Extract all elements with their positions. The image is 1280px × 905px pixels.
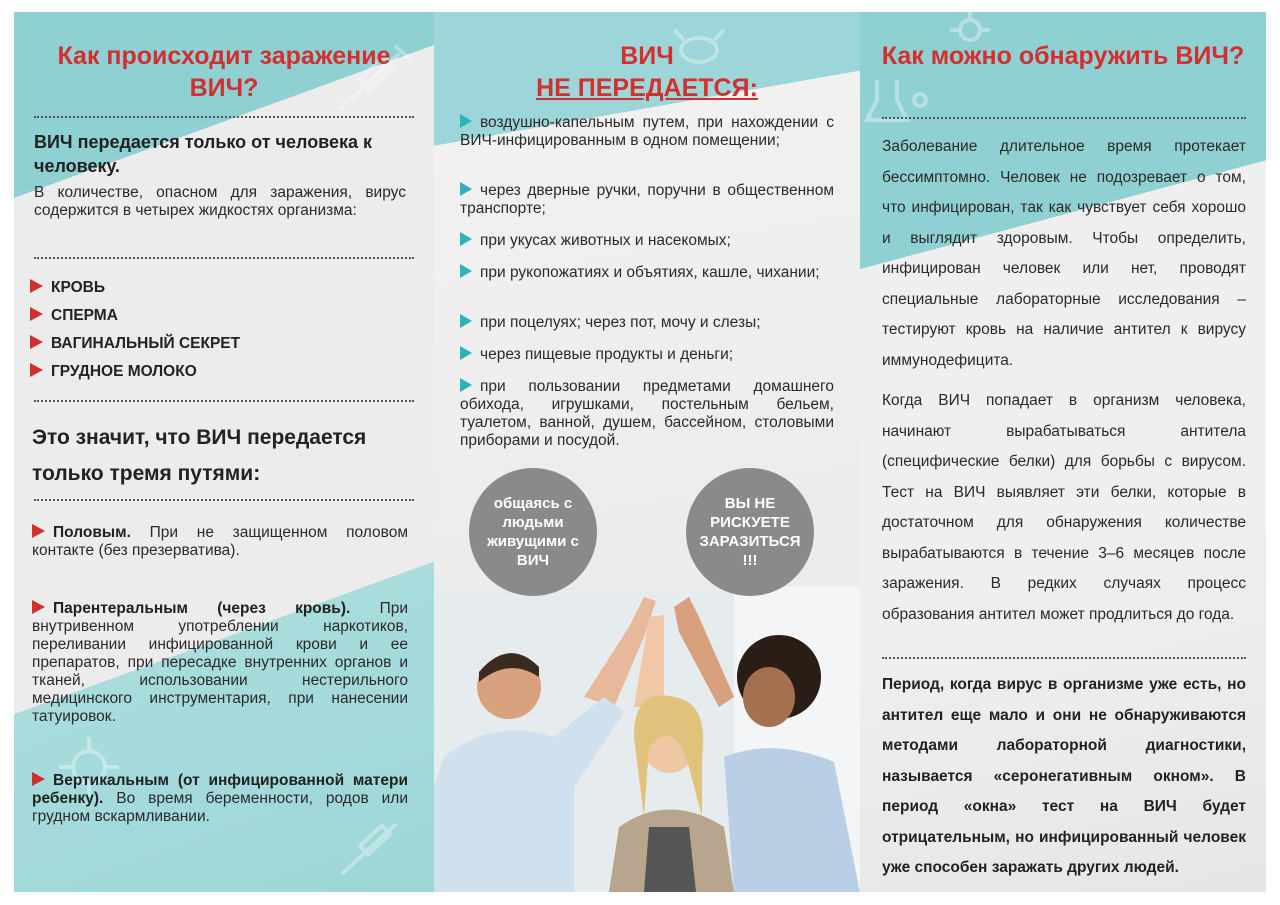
fluid-item: КРОВЬ bbox=[30, 274, 410, 302]
triangle-bullet-icon bbox=[30, 307, 43, 321]
divider bbox=[882, 657, 1246, 659]
col3-paragraph-1: Заболевание длительное время протекает бессимптомно. Человек не подозревает о том, что инфицирован, так как чувствует себя хорошо и выглядит здоровым. Чтобы определить, инфицирован человек или нет, проводят специальные лабораторные исследования – тестируют кровь на наличие антител к вирусу иммунодефицита. bbox=[882, 138, 1246, 369]
divider bbox=[34, 257, 414, 259]
col2-title-line1: ВИЧ bbox=[620, 42, 674, 70]
column-not-transmitted bbox=[434, 12, 860, 892]
col1-lead: ВИЧ передается только от человека к человеку. bbox=[34, 132, 373, 176]
people-illustration bbox=[434, 587, 860, 892]
fluid-item: ВАГИНАЛЬНЫЙ СЕКРЕТ bbox=[30, 330, 410, 358]
photo-people-high-five bbox=[434, 587, 860, 892]
divider bbox=[34, 499, 414, 501]
fluid-item: ГРУДНОЕ МОЛОКО bbox=[30, 358, 410, 386]
way-item: Вертикальным (от инфицированной матери ребенку). Во время беременности, родов или грудном вскармливании. bbox=[32, 772, 408, 825]
col3-title: Как можно обнаружить ВИЧ? bbox=[881, 42, 1245, 70]
list-item: при укусах животных и насекомых; bbox=[460, 232, 834, 250]
col1-intro: В количестве, опасном для заражения, вирус содержится в четырех жидкостях организма: bbox=[34, 184, 406, 219]
fluid-item: СПЕРМА bbox=[30, 302, 410, 330]
divider bbox=[34, 400, 414, 402]
circle-badge-left: общаясь с людьми живущими с ВИЧ bbox=[469, 468, 597, 596]
triangle-bullet-icon bbox=[460, 232, 472, 246]
triangle-bullet-icon bbox=[32, 772, 45, 786]
way-item: Парентеральным (через кровь). При внутривенном употреблении наркотиков, переливании инфицированной крови и ее препаратов, при пересадке внутренних органов и тканей, использовании нестерильного медицинского инструментария, при нанесении татуировок. bbox=[32, 600, 408, 725]
triangle-bullet-icon bbox=[460, 264, 472, 278]
list-item: через пищевые продукты и деньги; bbox=[460, 346, 834, 364]
divider bbox=[882, 117, 1246, 119]
column-transmission bbox=[14, 12, 434, 892]
triangle-bullet-icon bbox=[32, 600, 45, 614]
column-detection bbox=[860, 12, 1266, 892]
col1-title-wrap bbox=[34, 40, 414, 104]
triangle-bullet-icon bbox=[460, 114, 472, 128]
brochure-sheet bbox=[14, 12, 1266, 892]
way-item: Половым. При не защищенном половом контакте (без презерватива). bbox=[32, 524, 408, 559]
col3-title-wrap bbox=[870, 40, 1256, 72]
list-item: воздушно-капельным путем, при нахождении с ВИЧ-инфицированным в одном помещении; bbox=[460, 114, 834, 149]
circle-badge-right: ВЫ НЕ РИСКУЕТЕ ЗАРАЗИТЬСЯ !!! bbox=[686, 468, 814, 596]
triangle-bullet-icon bbox=[32, 524, 45, 538]
list-item: при пользовании предметами домашнего обихода, игрушками, постельным бельем, туалетом, ванной, душем, бассейном, столовыми приборами и посудой. bbox=[460, 378, 834, 449]
triangle-bullet-icon bbox=[460, 314, 472, 328]
triangle-bullet-icon bbox=[460, 378, 472, 392]
flask-icon bbox=[862, 70, 932, 130]
fluid-list bbox=[30, 274, 410, 386]
divider bbox=[34, 116, 414, 118]
list-item: при поцелуях; через пот, мочу и слезы; bbox=[460, 314, 834, 332]
list-item: при рукопожатиях и объятиях, кашле, чихании; bbox=[460, 264, 834, 282]
triangle-bullet-icon bbox=[30, 363, 43, 377]
col2-title bbox=[434, 40, 860, 104]
list-item: через дверные ручки, поручни в общественном транспорте; bbox=[460, 182, 834, 217]
col2-title-line2: НЕ ПЕРЕДАЕТСЯ: bbox=[536, 74, 758, 102]
triangle-bullet-icon bbox=[30, 335, 43, 349]
triangle-bullet-icon bbox=[460, 182, 472, 196]
col1-title: Как происходит заражение ВИЧ? bbox=[57, 42, 391, 102]
col3-paragraph-3: Период, когда вирус в организме уже есть, но антител еще мало и они не обнаруживаются методами лабораторной диагностики, называется «серонегативным окном». В период «окна» тест на ВИЧ будет отрицательным, но инфицированный человек уже способен заражать других людей. bbox=[882, 676, 1246, 876]
triangle-bullet-icon bbox=[30, 279, 43, 293]
triangle-bullet-icon bbox=[460, 346, 472, 360]
col3-paragraph-2: Когда ВИЧ попадает в организм человека, начинают вырабатываться антитела (специфические белки) для борьбы с вирусом. Тест на ВИЧ выявляет эти белки, которые в достаточном для обнаружения количестве вырабатываются в течение 3–6 месяцев после заражения. В редких случаях процесс образования антител может продлиться до года. bbox=[882, 392, 1246, 623]
ways-heading: Это значит, что ВИЧ передается только тремя путями: bbox=[32, 426, 367, 485]
